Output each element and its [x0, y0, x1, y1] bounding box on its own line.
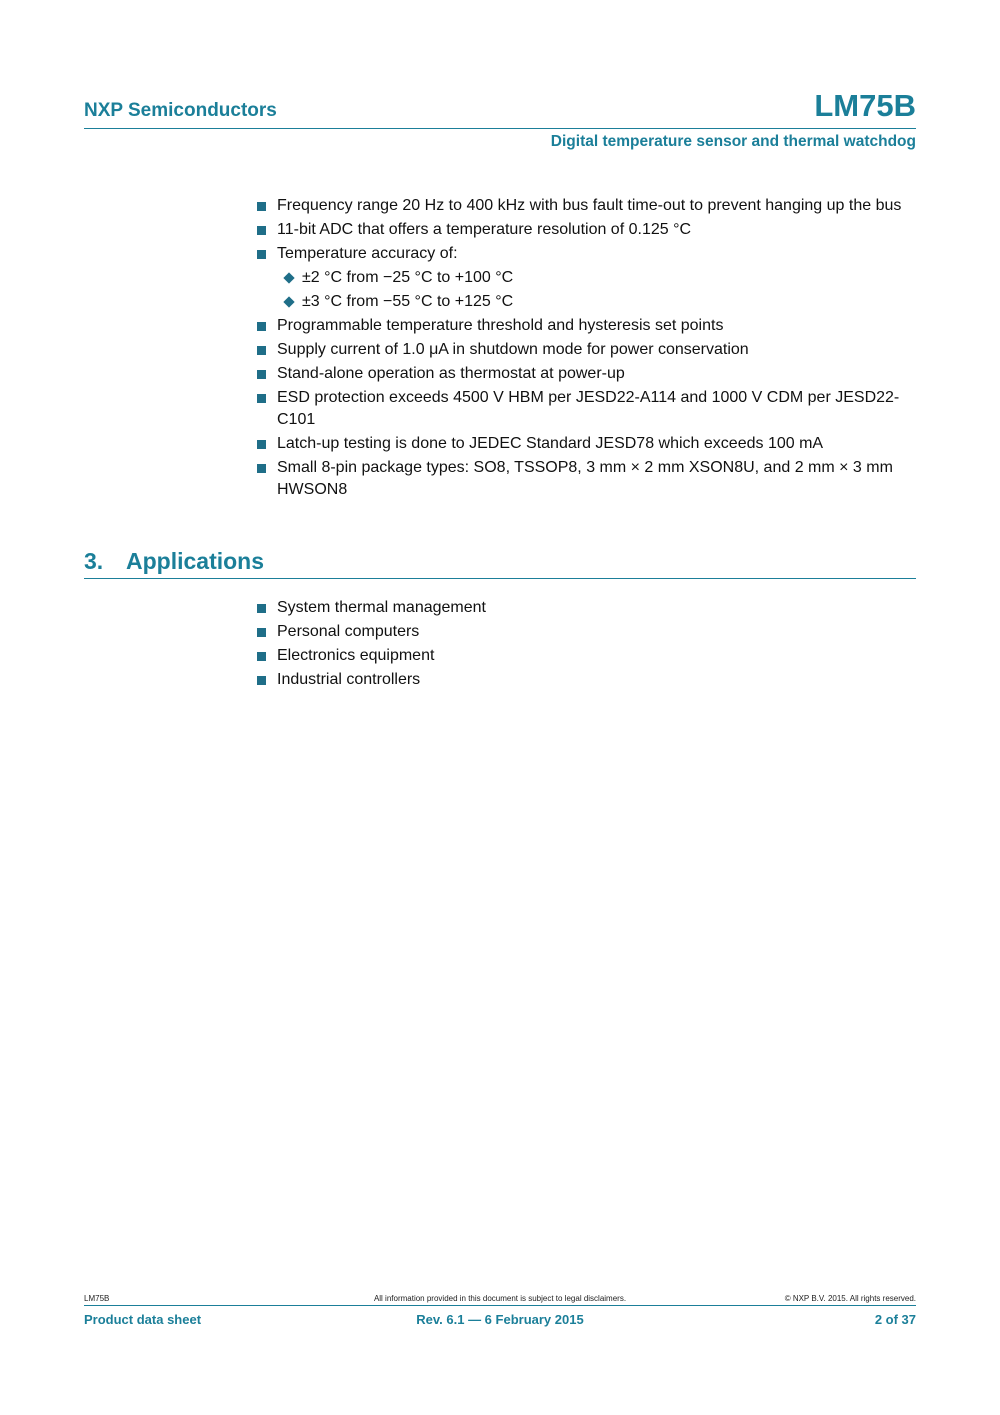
list-item-text: Supply current of 1.0 μA in shutdown mode for power conservation	[277, 341, 749, 358]
list-item-text: Temperature accuracy of:	[277, 245, 458, 262]
list-item-text: ±3 °C from −55 °C to +125 °C	[302, 293, 514, 310]
footer-disclaimer: All information provided in this document is subject to legal disclaimers.	[373, 1294, 627, 1303]
list-item-text: ESD protection exceeds 4500 V HBM per JESD22-A114 and 1000 V CDM per JESD22-C101	[277, 389, 900, 428]
list-item	[257, 621, 917, 643]
list-item	[257, 433, 917, 455]
header-divider	[84, 128, 916, 129]
list-item	[257, 363, 917, 385]
square-bullet-icon	[257, 440, 266, 449]
footer-revision: Rev. 6.1 — 6 February 2015	[416, 1312, 584, 1327]
section-divider	[84, 578, 916, 579]
product-name: LM75B	[814, 88, 916, 123]
list-item	[257, 669, 917, 691]
list-item-text: Electronics equipment	[277, 647, 435, 664]
section-number: 3.	[84, 548, 104, 574]
footer-copyright: © NXP B.V. 2015. All rights reserved.	[784, 1294, 916, 1303]
list-item-text: Small 8-pin package types: SO8, TSSOP8, 3 mm × 2 mm XSON8U, and 2 mm × 3 mm HWSON8	[277, 459, 893, 498]
square-bullet-icon	[257, 250, 266, 259]
footer-doc-type: Product data sheet	[84, 1312, 202, 1327]
list-item-text: Frequency range 20 Hz to 400 kHz with bus fault time-out to prevent hanging up the bus	[277, 197, 902, 214]
features-list	[257, 195, 917, 503]
section-heading	[84, 548, 264, 575]
square-bullet-icon	[257, 370, 266, 379]
square-bullet-icon	[257, 676, 266, 685]
list-item	[257, 645, 917, 667]
list-item-text: Stand-alone operation as thermostat at power-up	[277, 365, 625, 382]
list-item	[257, 291, 917, 313]
square-bullet-icon	[257, 652, 266, 661]
square-bullet-icon	[257, 394, 266, 403]
list-item	[257, 219, 917, 241]
applications-list	[257, 597, 917, 693]
list-item-text: Programmable temperature threshold and hysteresis set points	[277, 317, 724, 334]
list-item	[257, 315, 917, 337]
square-bullet-icon	[257, 346, 266, 355]
company-name: NXP Semiconductors	[84, 100, 277, 121]
square-bullet-icon	[257, 202, 266, 211]
footer-divider	[84, 1305, 916, 1306]
list-item	[257, 457, 917, 501]
square-bullet-icon	[257, 226, 266, 235]
list-item	[257, 195, 917, 217]
list-item-text: System thermal management	[277, 599, 486, 616]
list-item	[257, 339, 917, 361]
square-bullet-icon	[257, 464, 266, 473]
list-item	[257, 243, 917, 265]
document-subtitle: Digital temperature sensor and thermal watchdog	[550, 133, 916, 150]
list-item-text: Personal computers	[277, 623, 420, 640]
list-item-text: ±2 °C from −25 °C to +100 °C	[302, 269, 514, 286]
list-item	[257, 387, 917, 431]
list-item-text: 11-bit ADC that offers a temperature resolution of 0.125 °C	[277, 221, 692, 238]
square-bullet-icon	[257, 604, 266, 613]
diamond-bullet-icon	[283, 272, 294, 283]
list-item-text: Latch-up testing is done to JEDEC Standard JESD78 which exceeds 100 mA	[277, 435, 824, 452]
list-item-text: Industrial controllers	[277, 671, 421, 688]
list-item	[257, 267, 917, 289]
list-item	[257, 597, 917, 619]
diamond-bullet-icon	[283, 296, 294, 307]
section-title: Applications	[126, 548, 265, 574]
footer-page-number: 2 of 37	[874, 1312, 916, 1327]
footer-doc-id: LM75B	[84, 1294, 110, 1303]
square-bullet-icon	[257, 322, 266, 331]
square-bullet-icon	[257, 628, 266, 637]
